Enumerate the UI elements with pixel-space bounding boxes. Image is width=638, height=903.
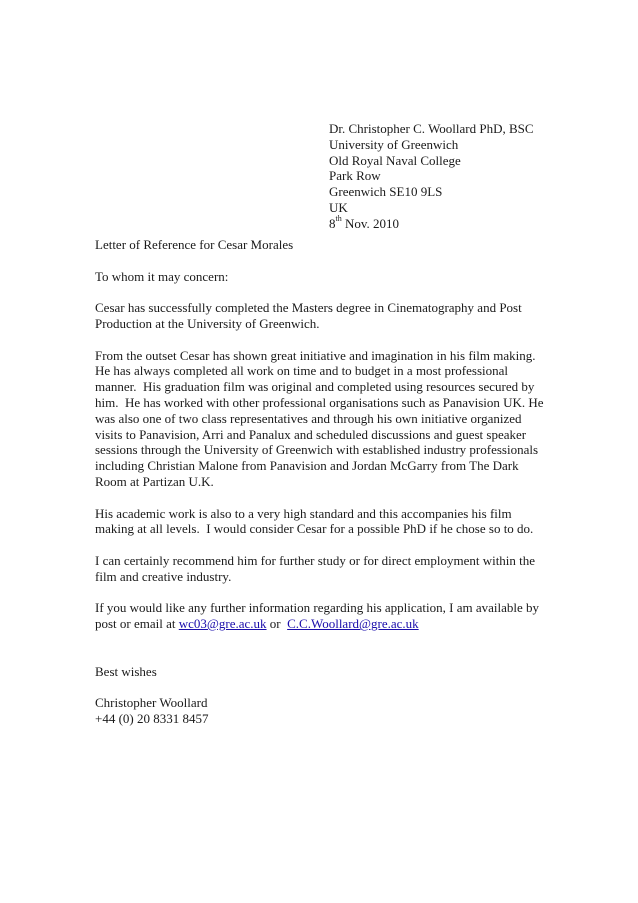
paragraph-initiative: [95, 348, 555, 490]
letter-subject: Letter of Reference for Cesar Morales: [95, 237, 294, 252]
signature-name: Christopher Woollard: [95, 695, 208, 711]
paragraph-line: manner. His graduation film was original and completed using resources secured by: [95, 379, 535, 395]
date-day: 8: [329, 215, 336, 231]
sender-address-block: [329, 121, 534, 232]
paragraph-line: him. He has worked with other professional organisations such as Panavision UK. He: [95, 394, 544, 410]
paragraph-line: He has always completed all work on time and to budget in a most professional: [95, 363, 509, 379]
paragraph-line: If you would like any further information regarding his application, I am available by: [95, 600, 540, 616]
signature-block: [95, 695, 555, 727]
date-rest: Nov. 2010: [341, 215, 400, 231]
sender-university: University of Greenwich: [329, 136, 459, 152]
sender-name: Dr. Christopher C. Woollard PhD, BSC: [329, 121, 534, 136]
paragraph-line: visits to Panavision, Arri and Panalux and scheduled discussions and guest speaker: [95, 426, 527, 442]
paragraph-line: I can certainly recommend him for further study or for direct employment within the: [95, 552, 536, 568]
paragraph-line: Production at the University of Greenwich.: [95, 315, 320, 331]
paragraph-line: was also one of two class representatives and through his own initiative organized: [95, 410, 522, 426]
paragraph-line: Room at Partizan U.K.: [95, 473, 214, 489]
paragraph-line: sessions through the University of Greenwich with established industry professionals: [95, 442, 539, 458]
paragraph-line: film and creative industry.: [95, 568, 232, 584]
sender-street: Park Row: [329, 168, 381, 184]
paragraph-line: including Christian Malone from Panavision and Jordan McGarry from The Dark: [95, 458, 519, 474]
signature-phone: +44 (0) 20 8331 8457: [95, 710, 209, 726]
sender-country: UK: [329, 199, 348, 215]
contact-or: or: [266, 616, 288, 632]
sender-city-postcode: Greenwich SE10 9LS: [329, 184, 443, 200]
email-link-woollard[interactable]: C.C.Woollard@gre.ac.uk: [287, 616, 419, 632]
paragraph-academic: [95, 506, 555, 538]
date-suffix: th: [335, 214, 342, 224]
salutation: To whom it may concern:: [95, 268, 229, 284]
letter-date: [329, 216, 534, 232]
paragraph-completion: [95, 300, 555, 332]
paragraph-line: making at all levels. I would consider Cesar for a possible PhD if he chose so to do.: [95, 521, 534, 537]
letter-body: [95, 237, 555, 743]
paragraph-recommendation: [95, 553, 555, 585]
paragraph-line: Cesar has successfully completed the Masters degree in Cinematography and Post: [95, 300, 522, 316]
email-link-wc03[interactable]: wc03@gre.ac.uk: [178, 616, 267, 632]
contact-prefix: post or email at: [95, 616, 179, 632]
sender-college: Old Royal Naval College: [329, 152, 461, 168]
paragraph-line: [95, 616, 555, 632]
closing: Best wishes: [95, 663, 157, 679]
paragraph-line: From the outset Cesar has shown great initiative and imagination in his film making.: [95, 347, 536, 363]
paragraph-contact: [95, 600, 555, 632]
paragraph-line: His academic work is also to a very high standard and this accompanies his film: [95, 505, 512, 521]
